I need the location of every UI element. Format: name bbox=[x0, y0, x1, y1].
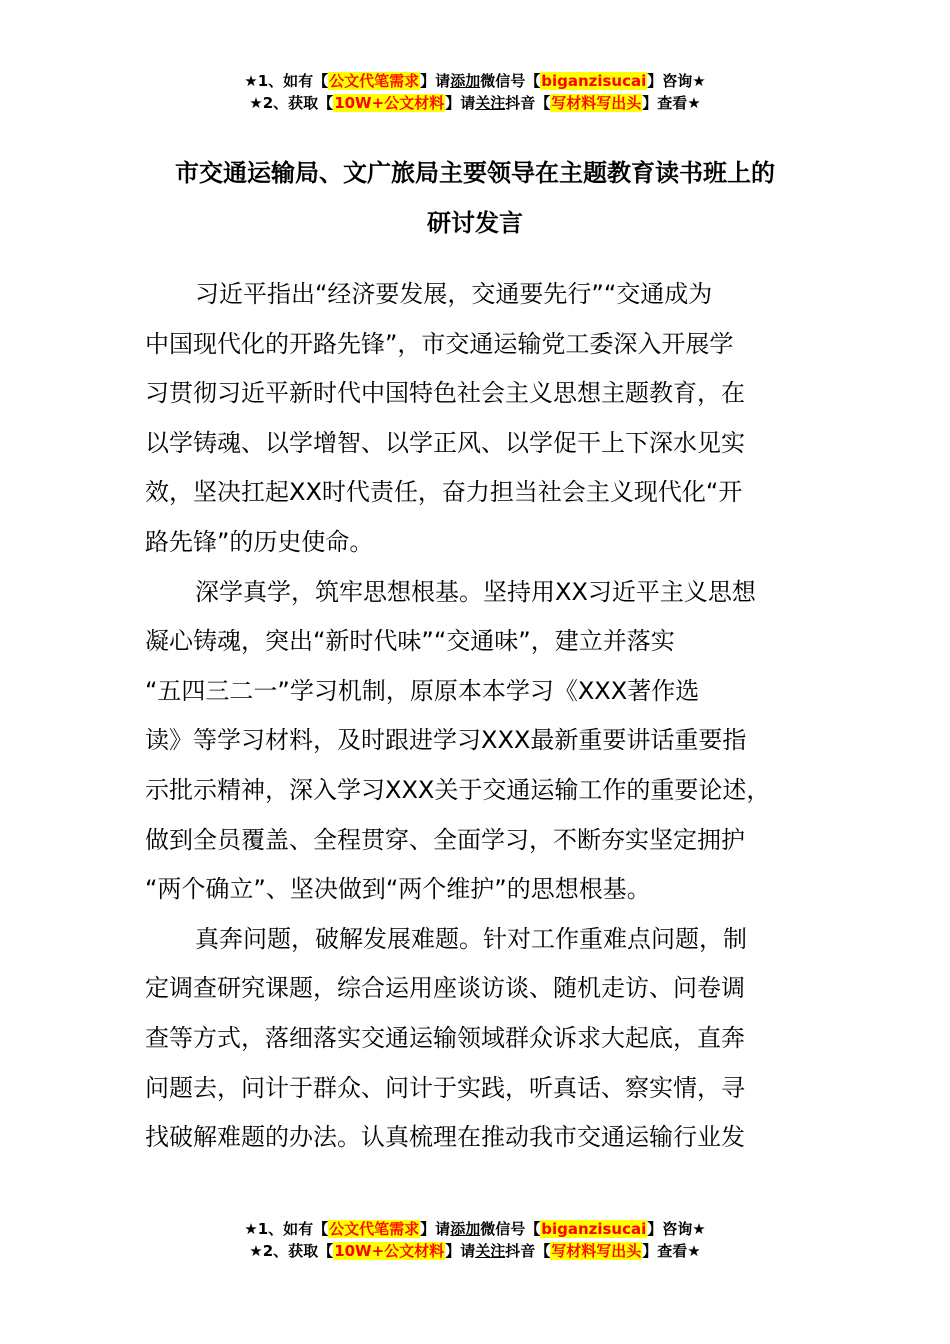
promo-text: 抖音【 bbox=[505, 94, 551, 112]
text-line: “五四三二一”学习机制，原原本本学习《XXX著作选 bbox=[145, 676, 700, 705]
douyin-account-highlight: 写材料写出头 bbox=[551, 1242, 642, 1260]
text-line: 中国现代化的开路先锋”，市交通运输党工委深入开展学 bbox=[145, 329, 734, 358]
text-line: “两个确立”、坚决做到“两个维护”的思想根基。 bbox=[145, 875, 651, 904]
promo-text: ★2、获取【 bbox=[249, 94, 334, 112]
promo-text: 微信号【 bbox=[480, 1220, 541, 1238]
promo-text: 】查看★ bbox=[642, 1242, 701, 1260]
promo-highlight: 10W+公文材料 bbox=[334, 94, 445, 112]
promo-text: 】请 bbox=[445, 1242, 476, 1260]
text-line: 深学真学，筑牢思想根基。坚持用XX习近平主义思想 bbox=[195, 577, 756, 606]
promo-highlight: 公文代笔需求 bbox=[329, 1220, 420, 1238]
promo-text: ★1、如有【 bbox=[244, 1220, 329, 1238]
header-promo-banner bbox=[0, 70, 950, 114]
title-line: 市交通运输局、文广旅局主要领导在主题教育读书班上的 bbox=[175, 159, 775, 187]
promo-text: ★1、如有【 bbox=[244, 72, 329, 90]
text-line: 真奔问题，破解发展难题。针对工作重难点问题，制 bbox=[195, 924, 747, 953]
text-line: 定调查研究课题，综合运用座谈访谈、随机走访、问卷调 bbox=[145, 974, 745, 1003]
text-line: 做到全员覆盖、全程贯穿、全面学习，不断夯实坚定拥护 bbox=[145, 825, 745, 854]
text-line: 效，坚决扛起XX时代责任，奋力担当社会主义现代化“开 bbox=[145, 478, 743, 507]
text-line: 读》等学习材料，及时跟进学习XXX最新重要讲话重要指 bbox=[145, 726, 747, 755]
promo-highlight: 公文代笔需求 bbox=[329, 72, 420, 90]
text-line: 以学铸魂、以学增智、以学正风、以学促干上下深水见实 bbox=[145, 428, 745, 457]
promo-underlined-text: 添加 bbox=[450, 72, 481, 90]
wechat-id-highlight: biganzisucai bbox=[541, 1220, 647, 1238]
promo-text: 】请 bbox=[420, 1220, 451, 1238]
promo-text: 】请 bbox=[445, 94, 476, 112]
text-line: 习近平指出“经济要发展，交通要先行”“交通成为 bbox=[195, 280, 713, 308]
promo-text: 】咨询★ bbox=[647, 72, 706, 90]
document-title bbox=[145, 148, 805, 248]
promo-line-1 bbox=[0, 1218, 950, 1240]
title-line: 研讨发言 bbox=[427, 209, 523, 237]
text-line: 找破解难题的办法。认真梳理在推动我市交通运输行业发 bbox=[145, 1123, 745, 1152]
promo-line-2 bbox=[0, 92, 950, 114]
promo-highlight: 10W+公文材料 bbox=[334, 1242, 445, 1260]
promo-text: 抖音【 bbox=[505, 1242, 551, 1260]
promo-underlined-text: 关注 bbox=[475, 94, 506, 112]
promo-text: 】查看★ bbox=[642, 94, 701, 112]
text-line: 路先锋”的历史使命。 bbox=[145, 527, 374, 556]
text-line: 问题去，问计于群众、问计于实践，听真话、察实情，寻 bbox=[145, 1073, 745, 1102]
document-body bbox=[145, 270, 815, 1163]
promo-text: 微信号【 bbox=[480, 72, 541, 90]
promo-text: 】咨询★ bbox=[647, 1220, 706, 1238]
footer-promo-banner bbox=[0, 1218, 950, 1262]
douyin-account-highlight: 写材料写出头 bbox=[551, 94, 642, 112]
promo-underlined-text: 添加 bbox=[450, 1220, 481, 1238]
text-line: 习贯彻习近平新时代中国特色社会主义思想主题教育，在 bbox=[145, 379, 745, 408]
promo-text: ★2、获取【 bbox=[249, 1242, 334, 1260]
text-line: 查等方式，落细落实交通运输领域群众诉求大起底，直奔 bbox=[145, 1023, 745, 1052]
text-line: 凝心铸魂，突出“新时代味”“交通味”，建立并落实 bbox=[145, 627, 675, 656]
promo-text: 】请 bbox=[420, 72, 451, 90]
wechat-id-highlight: biganzisucai bbox=[541, 72, 647, 90]
promo-underlined-text: 关注 bbox=[475, 1242, 506, 1260]
promo-line-1 bbox=[0, 70, 950, 92]
text-line: 示批示精神，深入学习XXX关于交通运输工作的重要论述， bbox=[145, 775, 771, 804]
promo-line-2 bbox=[0, 1240, 950, 1262]
